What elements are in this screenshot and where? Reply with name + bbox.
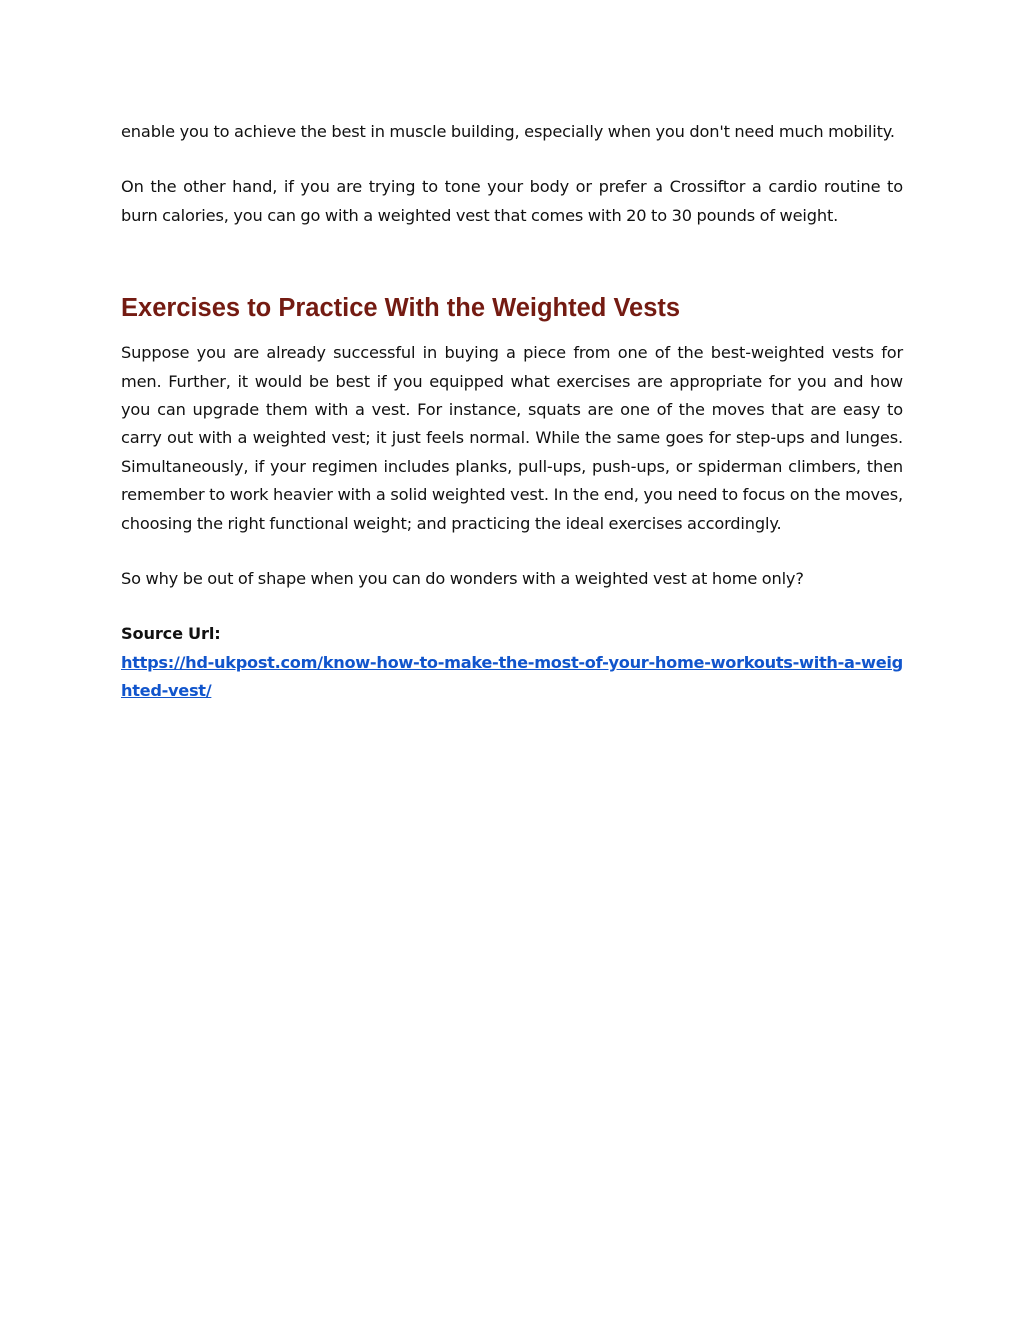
source-block — [121, 620, 903, 705]
paragraph-mobility: enable you to achieve the best in muscle building, especially when you don't need much mobility. — [121, 122, 895, 141]
source-link[interactable]: https://hd-ukpost.com/know-how-to-make-the-most-of-your-home-workouts-with-a-weighted-vest/ — [121, 652, 903, 701]
section-heading: Exercises to Practice With the Weighted Vests — [121, 294, 681, 323]
paragraph-tone-body: On the other hand, if you are trying to tone your body or prefer a Crossiftor a cardio routine to burn calories, you can go with a weighted vest that comes with 20 to 30 pounds of weight. — [121, 177, 903, 225]
paragraph-closing: So why be out of shape when you can do wonders with a weighted vest at home only? — [121, 569, 804, 589]
paragraph-exercises: Suppose you are already successful in buying a piece from one of the best-weighted vests for men. Further, it would be best if you equipped what exercises are appropriate for you and how you can upgrade them with a vest. For instance, squats are one of the moves that are easy to carry out with a weighted vest; it just feels normal. While the same goes for step-ups and lunges. Simultaneously, if your regimen includes planks, pull-ups, push-ups, or spiderman climbers, then remember to work heavier with a solid weighted vest. In the end, you need to focus on the moves, choosing the right functional weight; and practicing the ideal exercises accordingly. — [121, 343, 903, 533]
source-label: Source Url: — [121, 624, 221, 644]
document-page — [121, 118, 903, 706]
